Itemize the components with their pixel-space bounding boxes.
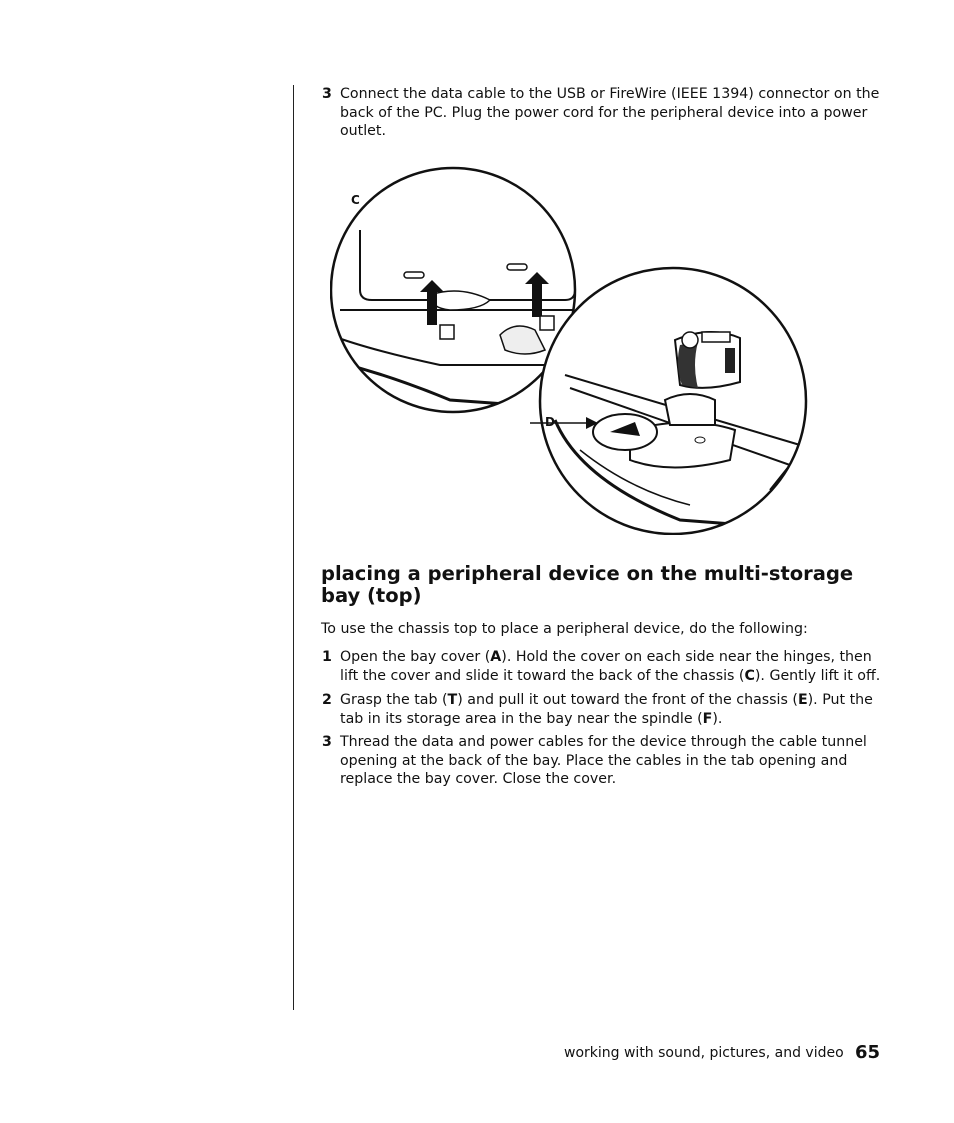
callout-c: C xyxy=(351,193,360,207)
step-number: 3 xyxy=(322,86,332,102)
page-number: 65 xyxy=(855,1042,881,1063)
callout-d: D xyxy=(545,415,555,429)
section-intro: To use the chassis top to place a peripheral device, do the following: xyxy=(321,621,808,637)
bay-illustration xyxy=(330,160,810,535)
step-1 xyxy=(322,648,882,685)
step-number: 3 xyxy=(322,734,332,750)
footer-chapter-title: working with sound, pictures, and video xyxy=(564,1045,844,1061)
camera-drawing xyxy=(675,332,740,388)
step-2 xyxy=(322,691,882,728)
margin-rule xyxy=(293,85,294,1010)
step-text: Grasp the tab (T) and pull it out toward the front of the chassis (E). Put the tab in its storage area in the bay near the spindle (F). xyxy=(340,692,873,727)
step-3-top xyxy=(322,85,882,141)
step-number: 1 xyxy=(322,649,332,665)
step-text: Thread the data and power cables for the device through the cable tunnel opening at the back of the bay. Place the cables in the tab opening and replace the bay cover. Close the cover. xyxy=(340,734,867,787)
step-text: Open the bay cover (A). Hold the cover on each side near the hinges, then lift the cover and slide it toward the back of the chassis (C). Gently lift it off. xyxy=(340,649,881,684)
section-heading: placing a peripheral device on the multi-storage bay (top) xyxy=(321,562,854,607)
step-text: Connect the data cable to the USB or FireWire (IEEE 1394) connector on the back of the PC. Plug the power cord for the peripheral device into a power outlet. xyxy=(340,86,880,139)
step-3 xyxy=(322,733,882,789)
step-number: 2 xyxy=(322,692,332,708)
